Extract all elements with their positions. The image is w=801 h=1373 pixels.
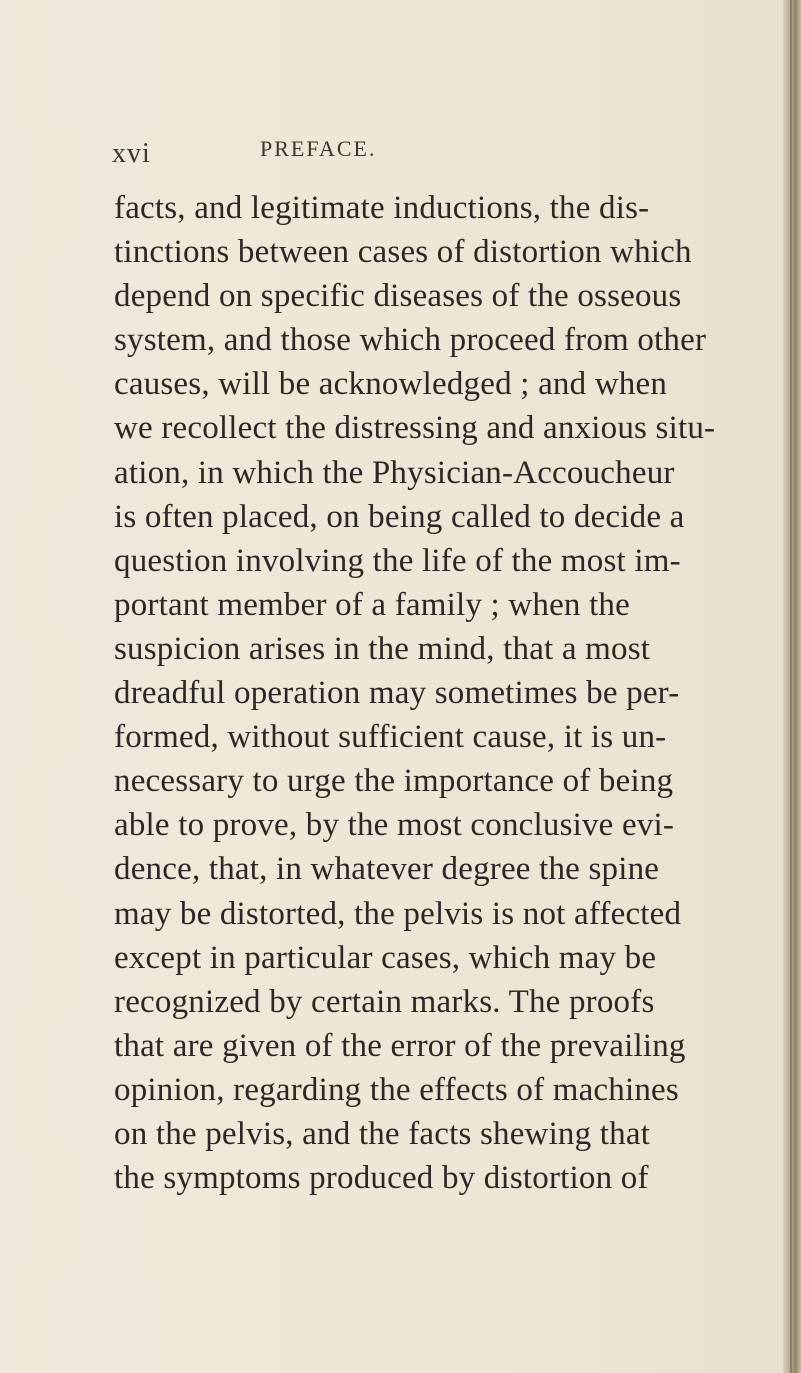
text-line-18: except in particular cases, which may be	[114, 939, 657, 976]
text-line-23: the symptoms produced by distortion of	[114, 1160, 649, 1197]
text-line-10: portant member of a family ; when the	[114, 586, 630, 623]
text-line-7: ation, in which the Physician-Accoucheur	[114, 454, 675, 491]
running-head: PREFACE.	[260, 136, 377, 161]
text-line-14: necessary to urge the importance of being	[114, 763, 674, 800]
text-line-3: depend on specific diseases of the osseous	[114, 278, 682, 315]
text-line-19: recognized by certain marks. The proofs	[114, 983, 655, 1020]
body-text	[114, 186, 714, 1200]
page-header	[112, 132, 712, 172]
text-line-8: is often placed, on being called to decide a	[114, 498, 685, 535]
text-line-15: able to prove, by the most conclusive evi-	[114, 807, 675, 844]
text-line-1: facts, and legitimate inductions, the dis-	[114, 190, 650, 226]
text-line-6: we recollect the distressing and anxious situ-	[114, 410, 716, 447]
text-line-12: dreadful operation may sometimes be per-	[114, 675, 680, 712]
text-line-11: suspicion arises in the mind, that a most	[114, 630, 651, 667]
text-line-13: formed, without sufficient cause, it is un-	[114, 719, 667, 756]
text-line-4: system, and those which proceed from other	[114, 322, 707, 359]
text-line-2: tinctions between cases of distortion which	[114, 234, 692, 271]
text-line-9: question involving the life of the most im-	[114, 542, 681, 579]
page-edge-shadow	[790, 0, 792, 1373]
text-line-22: on the pelvis, and the facts shewing that	[114, 1115, 651, 1152]
text-line-20: that are given of the error of the prevailing	[114, 1027, 686, 1064]
page-edge	[783, 0, 801, 1373]
text-line-16: dence, that, in whatever degree the spine	[114, 851, 660, 888]
text-line-17: may be distorted, the pelvis is not affected	[114, 895, 682, 932]
page-number: xvi	[112, 138, 151, 169]
text-line-5: causes, will be acknowledged ; and when	[114, 366, 668, 403]
text-line-21: opinion, regarding the effects of machines	[114, 1071, 679, 1108]
